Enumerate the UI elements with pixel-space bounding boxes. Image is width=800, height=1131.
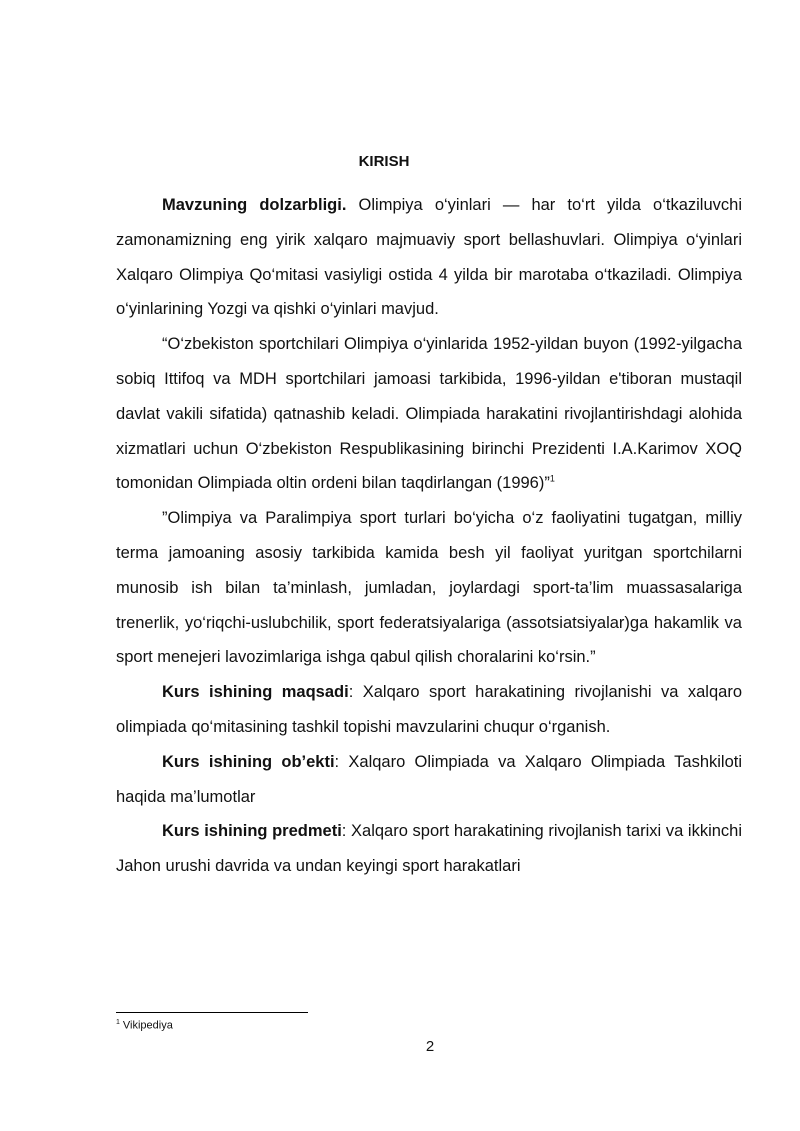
body-text	[116, 188, 742, 884]
paragraph-object	[116, 745, 742, 815]
footnote	[116, 1019, 173, 1032]
paragraph-goal	[116, 675, 742, 745]
paragraph-lead: Kurs ishining maqsadi	[162, 683, 349, 702]
footnote-text: Vikipediya	[122, 1019, 173, 1032]
page-number: 2	[425, 1038, 435, 1055]
paragraph-text: Olimpiya o‘yinlari — har to‘rt yilda o‘tkaziluvchi zamonamizning eng yirik xalqaro majmuaviy sport bellashuvlari. Olimpiya o‘yinlari Xalqaro Olimpiya Qo‘mitasi vasiyligi ostida 4 yilda bir marotaba o‘tkaziladi. Olimpiya o‘yinlarining Yozgi va qishki o‘yinlari mavjud.	[116, 196, 742, 319]
paragraph-lead: Kurs ishining predmeti	[162, 822, 342, 841]
section-heading: KIRISH	[358, 153, 410, 170]
paragraph-lead: Mavzuning dolzarbligi.	[162, 196, 347, 214]
footnote-divider	[116, 1012, 308, 1013]
paragraph-text: “O‘zbekiston sportchilari Olimpiya o‘yinlarida 1952-yildan buyon (1992-yilgacha sobiq Ittifoq va MDH sportchilari jamoasi tarkibida, 1996-yildan e'tiboran mustaqil davlat vakili sifatida) qatnashib keladi. Olimpiada harakatini rivojlantirishdagi alohida xizmatlari uchun O‘zbekiston Respublikasining birinchi Prezidenti I.A.Karimov XOQ tomonidan Olimpiada oltin ordeni bilan taqdirlangan (1996)”	[116, 335, 742, 493]
paragraph-subject	[116, 814, 742, 884]
footnote-reference[interactable]: 1	[549, 473, 555, 484]
paragraph-text: : Xalqaro sport harakatining rivojlanishi va xalqaro olimpiada qo‘mitasining tashkil topishi mavzularini chuqur o‘rganish.	[116, 683, 742, 736]
paragraph-quote	[116, 501, 742, 675]
paragraph-relevance	[116, 188, 742, 327]
footnote-mark: 1	[116, 1019, 120, 1026]
paragraph-text: : Xalqaro sport harakatining rivojlanish tarixi va ikkinchi Jahon urushi davrida va undan keyingi sport harakatlari	[116, 822, 743, 876]
paragraph-uzbekistan-olympics	[116, 327, 742, 501]
paragraph-lead: Kurs ishining ob’ekti	[162, 752, 335, 771]
paragraph-text: : Xalqaro Olimpiada va Xalqaro Olimpiada Tashkiloti haqida ma’lumotlar	[116, 752, 743, 806]
paragraph-text: ”Olimpiya va Paralimpiya sport turlari bo‘yicha o‘z faoliyatini tugatgan, milliy terma jamoaning asosiy tarkibida kamida besh yil faoliyat yuritgan sportchilarni munosib ish bilan ta’minlash, jumladan, joylardagi sport-ta’lim muassasalariga trenerlik, yo‘riqchi-uslubchilik, sport federatsiyalariga (assotsiatsiyalar)ga hakamlik va sport menejeri lavozimlariga ishga qabul qilish choralarini ko‘rsin.”	[116, 509, 742, 667]
